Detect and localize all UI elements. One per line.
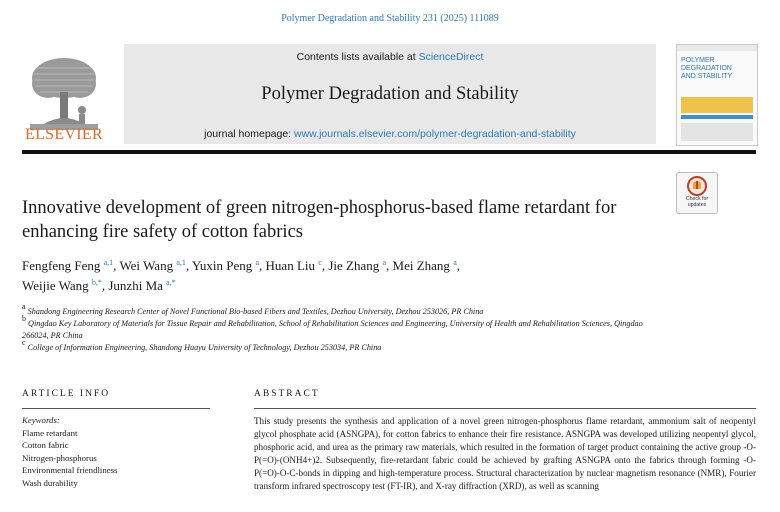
cover-stripe — [681, 115, 753, 119]
homepage-line — [124, 128, 656, 140]
keyword-item: Cotton fabric — [22, 440, 69, 451]
author-affiliation-marker[interactable]: c — [318, 258, 322, 267]
cover-contents-box — [681, 123, 753, 141]
author-name[interactable]: Wei Wang — [119, 258, 174, 273]
homepage-prefix: journal homepage: — [204, 128, 295, 140]
author-list: Fengfeng Feng $^{a,1}$, Wei Wang $^{a,1}$, Yuxin Peng $^a$, Huan Liu $^c$, Jie Zhang $^a$, Mei Zhang $^a$, Weijie Wang $^{b,*}$, Junzhi Ma $^{a,*}$ — [22, 258, 460, 293]
article-info-rule — [22, 408, 210, 409]
keyword-item: Flame retardant — [22, 428, 78, 438]
abstract-rule — [254, 408, 756, 409]
journal-citation[interactable]: Polymer Degradation and Stability 231 (2025) 111089 — [281, 13, 499, 24]
elsevier-wordmark: ELSEVIER — [25, 126, 103, 143]
keywords-list — [22, 427, 118, 489]
author-name[interactable]: Fengfeng Feng — [22, 258, 101, 273]
affiliation-label: c — [22, 338, 26, 347]
keyword-item: Nitrogen-phosphorus — [22, 452, 97, 463]
author-affiliation-marker[interactable]: a,* — [166, 278, 176, 287]
author-affiliation-marker[interactable]: b,* — [91, 278, 102, 287]
journal-homepage-link[interactable]: www.journals.elsevier.com/polymer-degradation-and-stability — [294, 128, 576, 140]
check-updates-label: Check for updates — [685, 196, 709, 208]
author-name[interactable]: Jie Zhang — [328, 258, 380, 273]
author-affiliation-marker[interactable]: a,1 — [103, 258, 114, 267]
keyword-item: Wash durability — [22, 477, 78, 488]
affiliation-text: Shandong Engineering Research Center of Novel Functional Bio-based Fibers and Textiles, Dezhou University, Dezhou 253026, PR China — [27, 307, 484, 316]
check-updates-icon — [687, 176, 707, 196]
abstract-text: This study presents the synthesis and application of a novel green nitrogen-phosphorus flame retardant, ammonium salt of neopentyl glycol phosphate acid (ASNGPA), for cotton fabrics to enhance their fire resistance. ASNGPA was developed utilizing neopentyl glycol, phosphoric acid, and urea as the primary raw materials, which resulted in the formation of target product containing the active group -O-P(=O)-(ONH4+)2. Subsequently, fire-retardant fabric could be achieved by grafting ASNGPA onto the fabrics through forming -O-P(=O)-O-C-bonds in dipping and high-temperature process. Structural characterization by nuclear magnetism resonance (NMR), Fourier transform infrared spectroscopy test (FT-IR), and X-ray diffraction (XRD), as well as scanning — [254, 416, 756, 491]
author-affiliation-marker[interactable]: a — [453, 258, 457, 267]
affiliation — [22, 338, 662, 354]
author-name[interactable]: Weijie Wang — [22, 278, 89, 293]
cover-image — [681, 97, 753, 113]
author-name[interactable]: Junzhi Ma — [108, 278, 163, 293]
keywords-label: Keywords: — [22, 415, 60, 425]
journal-cover-thumbnail[interactable] — [676, 44, 758, 146]
author-affiliation-marker[interactable]: a — [255, 258, 260, 267]
author-affiliation-marker[interactable]: a,1 — [176, 258, 186, 267]
affiliation-text: College of Information Engineering, Shandong Huayu University of Technology, Dezhou 253034, PR China — [27, 343, 382, 352]
author-affiliation-marker[interactable]: a — [382, 258, 387, 267]
article-title: Innovative development of green nitrogen-phosphorus-based flame retardant for enhancing fire safety of cotton fabrics — [22, 198, 617, 242]
journal-name: Polymer Degradation and Stability — [261, 84, 519, 104]
keyword-item: Environmental friendliness — [22, 465, 118, 476]
affiliation-label: b — [22, 314, 26, 323]
sciencedirect-link[interactable]: ScienceDirect — [418, 51, 484, 63]
author-name[interactable]: Mei Zhang — [392, 258, 450, 273]
author-name[interactable]: Huan Liu — [265, 258, 315, 273]
header-rule — [22, 150, 756, 154]
article-info-heading: ARTICLE INFO — [22, 389, 111, 399]
affiliation-text: Qingdao Key Laboratory of Materials for Tissue Repair and Rehabilitation, School of Rehabilitation Sciences and Engineering, University of Health and Rehabilitation Sciences, Qingdao 266024, PR China — [22, 319, 643, 340]
check-for-updates-button[interactable] — [676, 172, 718, 214]
affiliation — [22, 302, 662, 318]
cover-title: POLYMER DEGRADATION AND STABILITY — [681, 57, 733, 80]
contents-line — [124, 51, 656, 63]
affiliation-label: a — [22, 302, 26, 311]
author-name[interactable]: Yuxin Peng — [191, 258, 253, 273]
abstract-heading: ABSTRACT — [254, 389, 320, 399]
journal-banner — [124, 44, 656, 144]
cover-top-strip — [677, 45, 757, 51]
affiliation — [22, 314, 662, 342]
contents-prefix: Contents lists available at — [296, 51, 419, 63]
